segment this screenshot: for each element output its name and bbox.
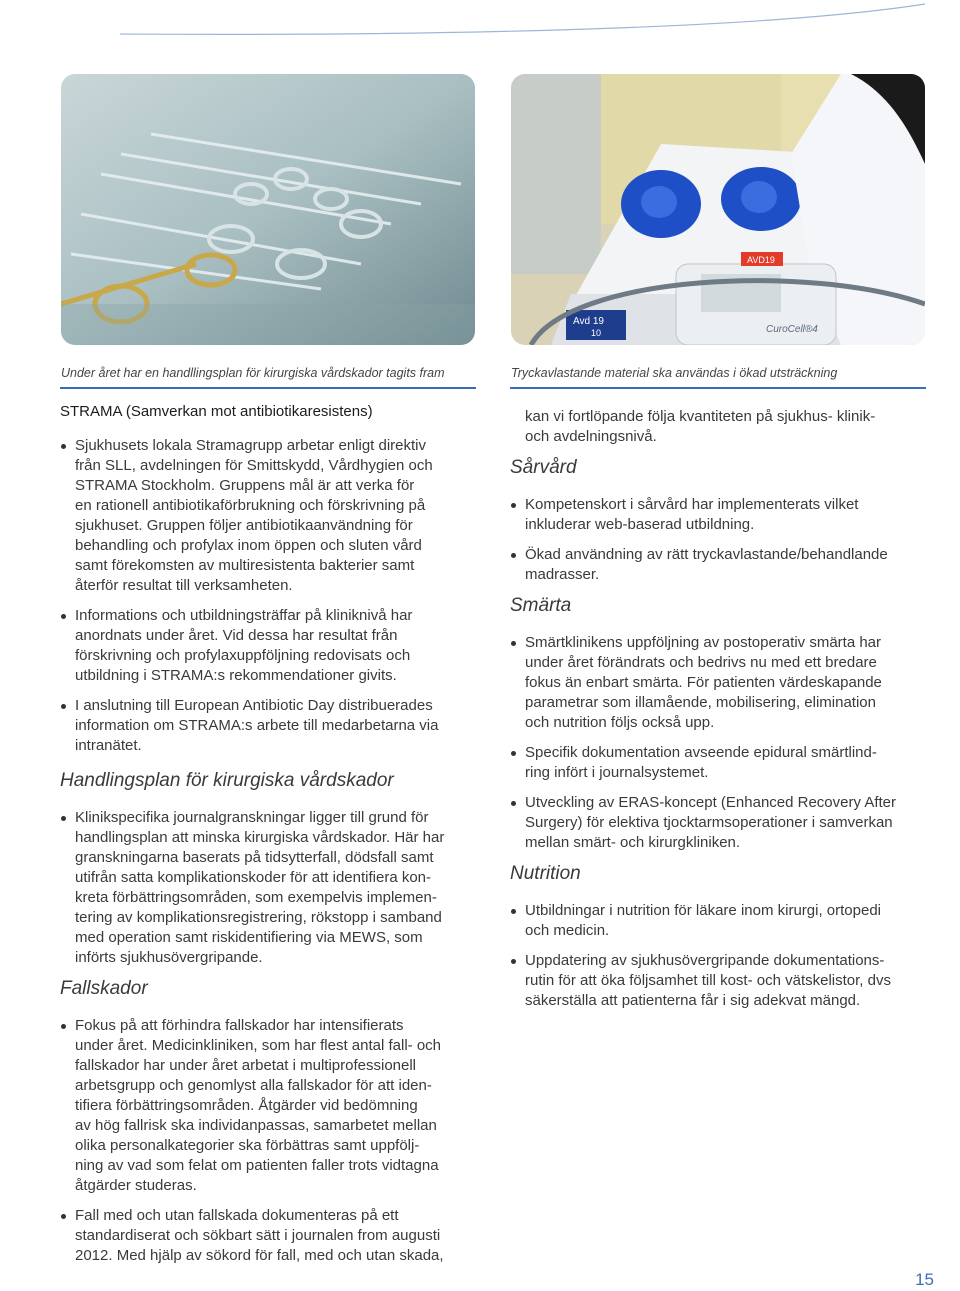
text-line: fokus än enbart smärta. För patienten värdeskapande bbox=[525, 674, 882, 691]
bullet-item bbox=[510, 743, 930, 783]
text-line: behandling och profylax inom öppen och sluten vård bbox=[75, 537, 422, 554]
text-line: Fall med och utan fallskada dokumenteras på ett bbox=[75, 1207, 399, 1224]
bullet-item bbox=[510, 793, 930, 853]
bullet-item bbox=[60, 808, 480, 968]
text-line: och medicin. bbox=[525, 922, 610, 939]
text-line: återför resultat till verksamheten. bbox=[75, 577, 293, 594]
bullet-item bbox=[60, 436, 480, 596]
bed-number-label: 10 bbox=[591, 328, 602, 338]
text-line: Surgery) för elektiva tjocktarmsoperationer i samverkan bbox=[525, 814, 893, 831]
bullet-item bbox=[510, 545, 930, 585]
strama-list bbox=[60, 436, 480, 756]
text-line: förskrivning och profylaxuppföljning redovisats och bbox=[75, 647, 411, 664]
text-line: STRAMA Stockholm. Gruppens mål är att verka för bbox=[75, 477, 415, 494]
bullet-item bbox=[510, 633, 930, 733]
text-line: med operation samt riskidentifiering via MEWS, som bbox=[75, 929, 423, 946]
text-line: Specifik dokumentation avseende epidural smärtlind- bbox=[525, 744, 877, 761]
smarta-heading: Smärta bbox=[510, 595, 572, 616]
handlingsplan-heading: Handlingsplan för kirurgiska vårdskador bbox=[60, 770, 394, 791]
nutrition-heading: Nutrition bbox=[510, 863, 581, 884]
text-line: tering av komplikationsregistrering, rökstopp i samband bbox=[75, 909, 442, 926]
text-line: tifiera förbättringsområden. Åtgärder vid bedömning bbox=[75, 1097, 418, 1114]
text-line: ning av vad som felat om patienten faller trots vidtagna bbox=[75, 1157, 439, 1174]
caption-right: Tryckavlastande material ska användas i ökad utsträckning bbox=[511, 366, 838, 380]
text-line: ring infört i journalsystemet. bbox=[525, 764, 709, 781]
text-line: införts sjukhusövergripande. bbox=[75, 949, 263, 966]
bullet-item bbox=[60, 1016, 480, 1196]
page-number: 15 bbox=[915, 1270, 934, 1289]
text-line: olika personalkategorier ska förbättras samt uppfölj- bbox=[75, 1137, 420, 1154]
smarta-list bbox=[510, 633, 930, 853]
bullet-item bbox=[510, 495, 930, 535]
text-line: Smärtklinikens uppföljning av postoperativ smärta har bbox=[525, 634, 882, 651]
text-line: under året förändrats och bedrivs nu med ett bredare bbox=[525, 654, 877, 671]
hospital-bed-photo bbox=[511, 74, 925, 345]
text-line: Klinikspecifika journalgranskningar ligger till grund för bbox=[75, 809, 429, 826]
text-line: kan vi fortlöpande följa kvantiteten på sjukhus- klinik- bbox=[525, 408, 876, 425]
text-line: inkluderar web-baserad utbildning. bbox=[525, 516, 755, 533]
text-line: Ökad användning av rätt tryckavlastande/behandlande bbox=[525, 546, 888, 563]
bullet-item bbox=[60, 1206, 480, 1266]
text-line: anordnats under året. Vid dessa har resultat från bbox=[75, 627, 398, 644]
text-line: Utveckling av ERAS-koncept (Enhanced Recovery After bbox=[525, 794, 897, 811]
caption-rule-left bbox=[60, 387, 476, 389]
sarvard-list bbox=[510, 495, 930, 585]
text-line: information om STRAMA:s arbete till medarbetarna via bbox=[75, 717, 439, 734]
text-line: kreta förbättringsområden, som exempelvis implemen- bbox=[75, 889, 437, 906]
text-line: granskningarna baserats på tidsytterfall, dödsfall samt bbox=[75, 849, 434, 866]
caption-left: Under året har en handllingsplan för kirurgiska vårdskador tagits fram bbox=[61, 366, 445, 380]
text-line: mellan smärt- och kirurgkliniken. bbox=[525, 834, 741, 851]
text-line: sjukhuset. Gruppen följer antibiotikaanvändning för bbox=[75, 517, 413, 534]
text-line: intranätet. bbox=[75, 737, 142, 754]
text-line: från SLL, avdelningen för Smittskydd, Vårdhygien och bbox=[75, 457, 433, 474]
text-line: och nutrition följs också upp. bbox=[525, 714, 715, 731]
handlingsplan-list bbox=[60, 808, 480, 968]
caption-rule-right bbox=[510, 387, 926, 389]
text-line: rutin för att öka följsamhet till kost- och vätskelistor, dvs bbox=[525, 972, 891, 989]
continuation-text bbox=[525, 407, 930, 447]
text-line: under året. Medicinkliniken, som har flest antal fall- och bbox=[75, 1037, 442, 1054]
bullet-item bbox=[60, 606, 480, 686]
bullet-item bbox=[510, 901, 930, 941]
text-line: fallskador har under året arbetat i multiprofessionell bbox=[75, 1057, 417, 1074]
left-column bbox=[60, 398, 480, 1276]
text-line: I anslutning till European Antibiotic Day distribuerades bbox=[75, 697, 433, 714]
text-line: arbetsgrupp och genomlyst alla fallskador för att iden- bbox=[75, 1077, 432, 1094]
text-line: samt förekomsten av multiresistenta bakterier samt bbox=[75, 557, 415, 574]
text-line: parametrar som illamående, mobilisering, elimination bbox=[525, 694, 876, 711]
decorative-curve bbox=[0, 0, 960, 40]
ward-label: Avd 19 bbox=[573, 316, 604, 327]
text-line: Kompetenskort i sårvård har implementerats vilket bbox=[525, 496, 859, 513]
nutrition-list bbox=[510, 901, 930, 1011]
curocell-label: CuroCell®4 bbox=[766, 324, 818, 335]
right-column bbox=[510, 407, 930, 1021]
sarvard-heading: Sårvård bbox=[510, 457, 577, 478]
text-line: 2012. Med hjälp av sökord för fall, med och utan skada, bbox=[75, 1247, 444, 1264]
avd-tag-label: AVD19 bbox=[747, 255, 775, 265]
text-line: och avdelningsnivå. bbox=[525, 428, 657, 445]
text-line: utbildning i STRAMA:s rekommendationer givits. bbox=[75, 667, 397, 684]
text-line: en rationell antibiotikaförbrukning och förskrivning på bbox=[75, 497, 426, 514]
text-line: Sjukhusets lokala Stramagrupp arbetar enligt direktiv bbox=[75, 437, 427, 454]
text-line: madrasser. bbox=[525, 566, 600, 583]
fallskador-heading: Fallskador bbox=[60, 978, 148, 999]
text-line: Utbildningar i nutrition för läkare inom kirurgi, ortopedi bbox=[525, 902, 882, 919]
text-line: åtgärder studeras. bbox=[75, 1177, 197, 1194]
text-line: Uppdatering av sjukhusövergripande dokumentations- bbox=[525, 952, 885, 969]
text-line: säkerställa att patienterna får i sig adekvat mängd. bbox=[525, 992, 861, 1009]
strama-heading: STRAMA (Samverkan mot antibiotikaresistens) bbox=[60, 403, 373, 420]
text-line: handlingsplan att minska kirurgiska vårdskador. Här har bbox=[75, 829, 445, 846]
text-line: Informations och utbildningsträffar på kliniknivå har bbox=[75, 607, 413, 624]
bullet-item bbox=[510, 951, 930, 1011]
text-line: Fokus på att förhindra fallskador har intensifierats bbox=[75, 1017, 404, 1034]
text-line: utifrån satta komplikationskoder för att identifiera kon- bbox=[75, 869, 432, 886]
text-line: standardiserat och sökbart sätt i journalen from augusti bbox=[75, 1227, 441, 1244]
fallskador-list bbox=[60, 1016, 480, 1266]
bullet-item bbox=[60, 696, 480, 756]
text-line: av hög fallrisk ska individanpassas, samarbetet mellan bbox=[75, 1117, 437, 1134]
surgical-instruments-photo bbox=[61, 74, 475, 345]
